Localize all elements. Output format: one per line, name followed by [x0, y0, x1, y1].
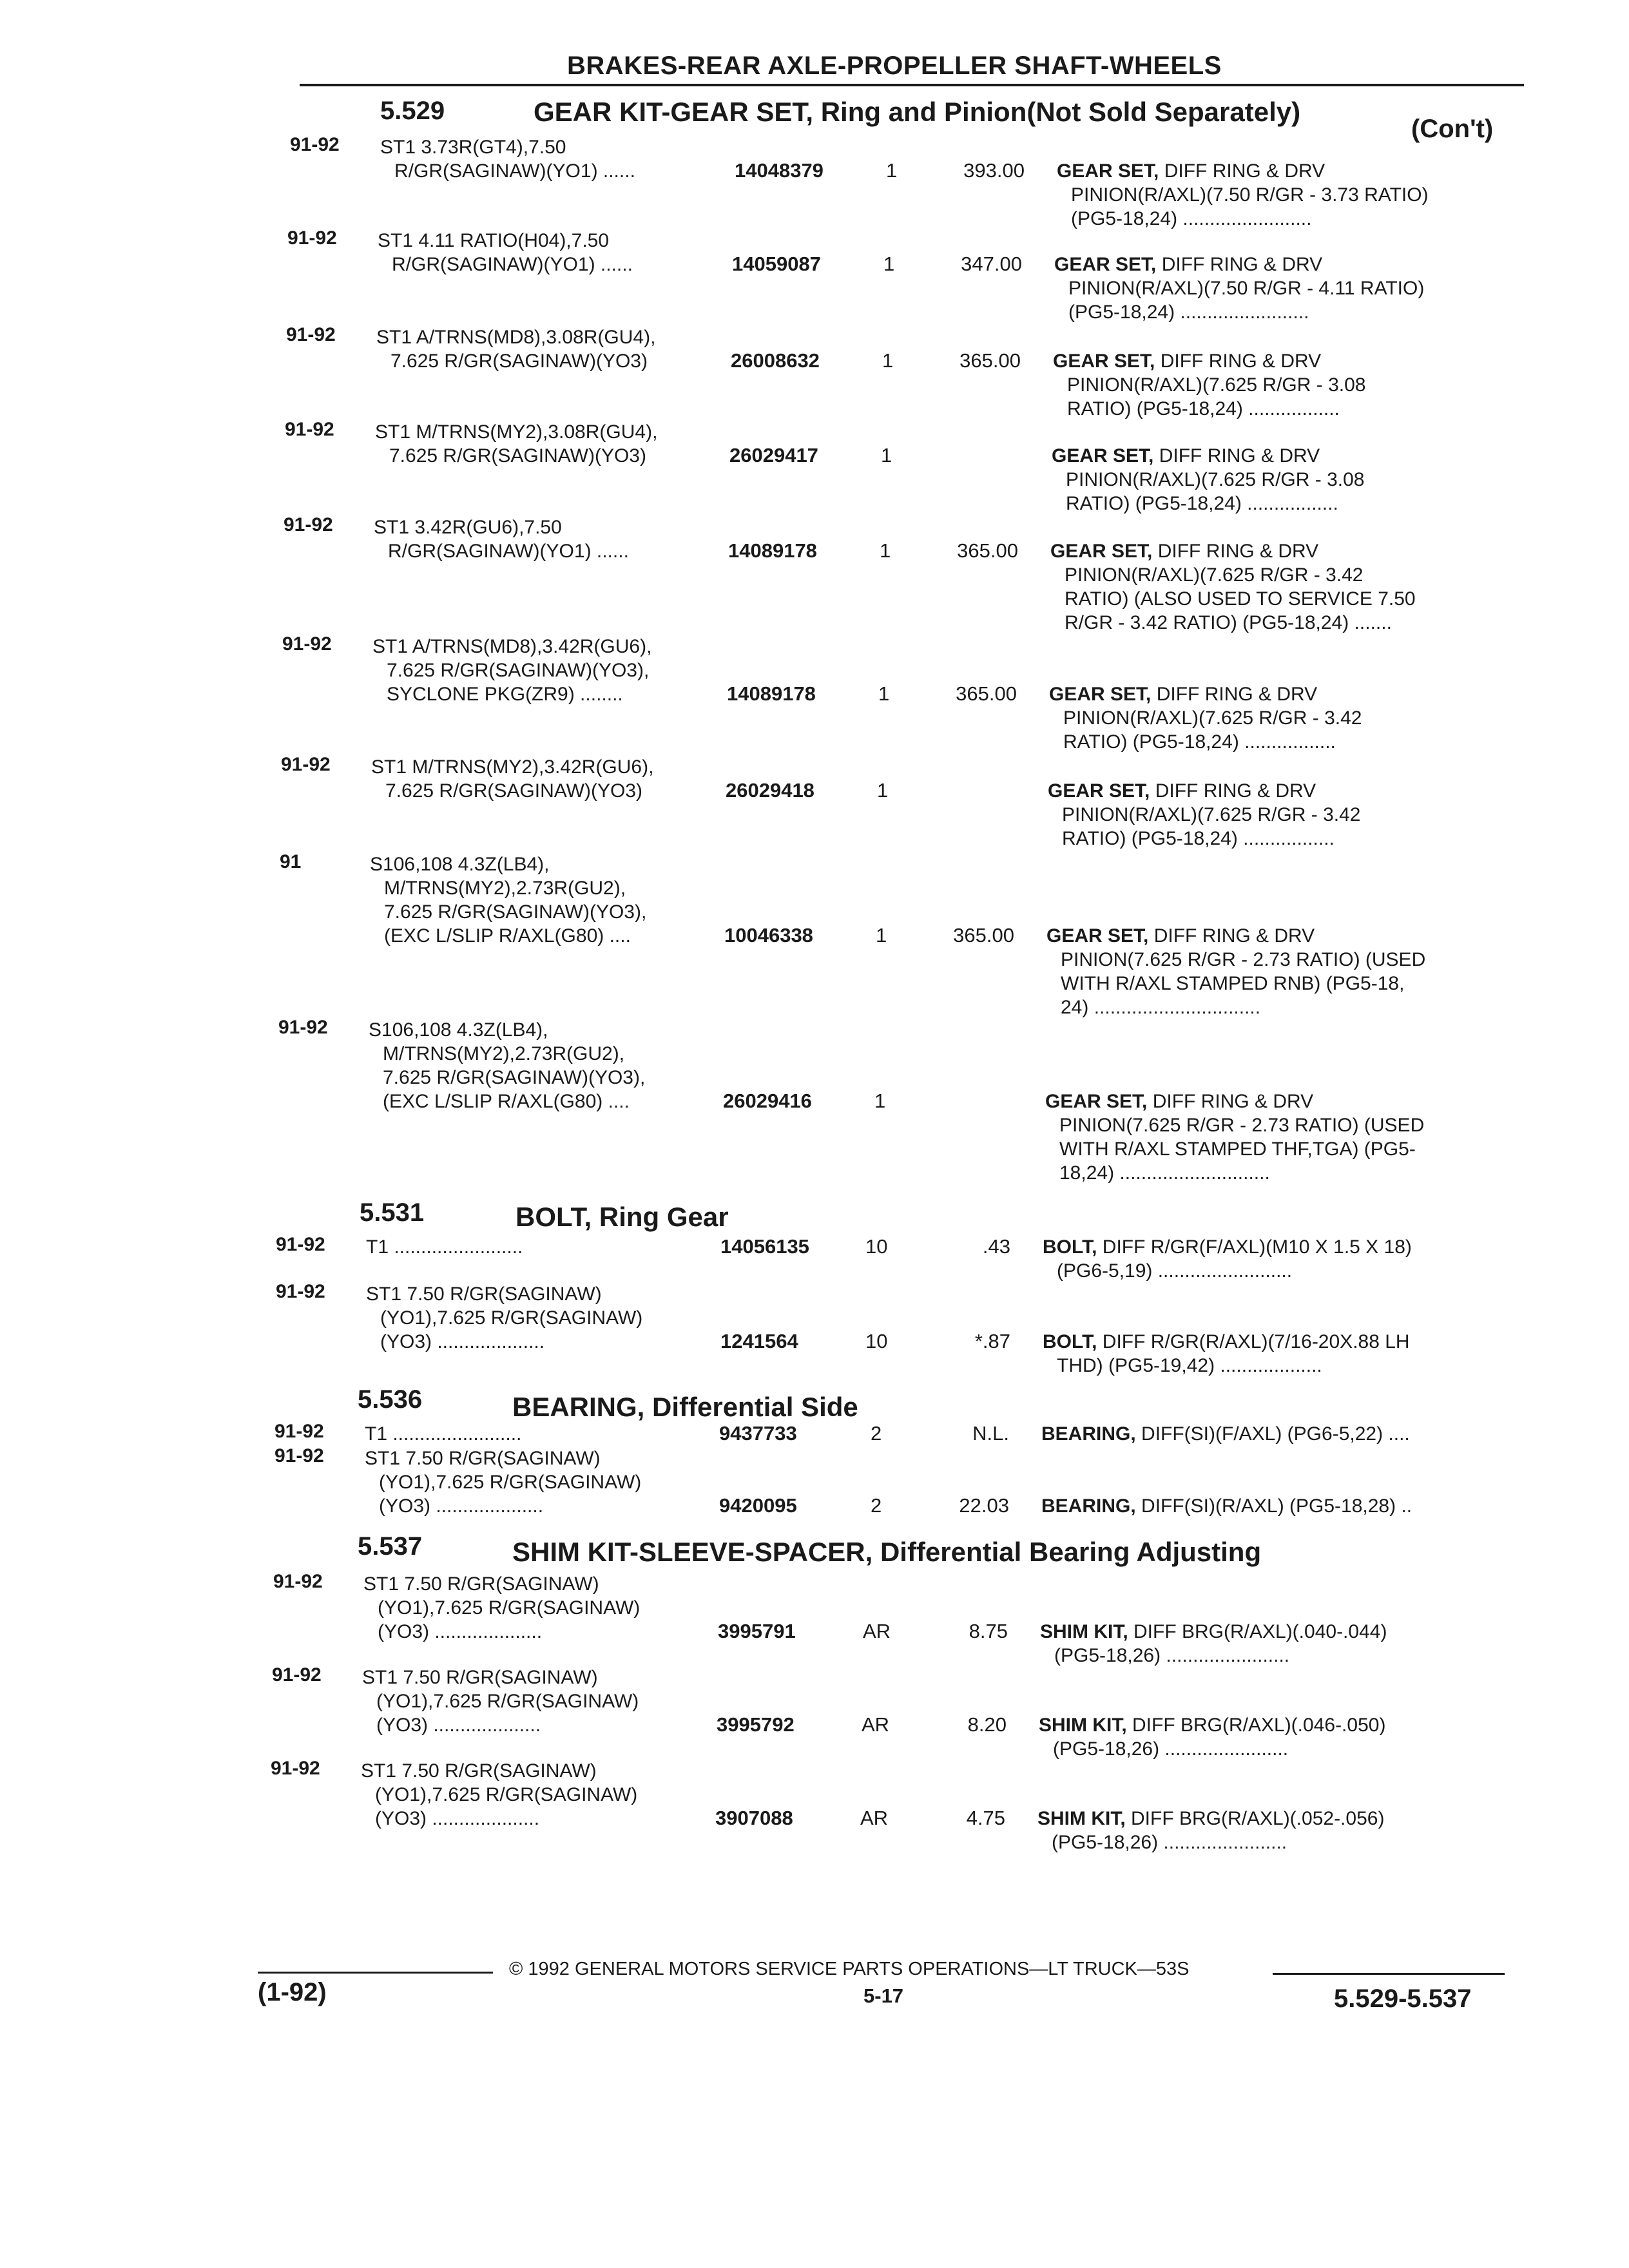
description-line: [1045, 1090, 1522, 1113]
quantity: 1: [874, 1090, 886, 1112]
description: [1040, 1620, 1517, 1667]
quantity: 1: [882, 349, 894, 372]
description-line: [1050, 539, 1527, 563]
description-line: PINION(R/AXL)(7.625 R/GR - 3.08: [1066, 469, 1365, 490]
description-line: 18,24) ............................: [1059, 1162, 1270, 1184]
description-line: [1049, 682, 1526, 706]
description-text: DIFF BRG(R/AXL)(.040-.044): [1128, 1621, 1387, 1642]
description-text: DIFF R/GR(F/AXL)(M10 X 1.5 X 18): [1097, 1236, 1412, 1258]
application-line: ST1 M/TRNS(MY2),3.42R(GU6),: [371, 756, 654, 778]
description-line: RATIO) (PG5-18,24) .................: [1063, 731, 1336, 753]
footer-rule-right: [1273, 1973, 1505, 1975]
part-number: 26008632: [731, 349, 820, 372]
description-head: GEAR SET,: [1057, 160, 1159, 182]
quantity: AR: [860, 1807, 889, 1829]
quantity: 1: [881, 444, 892, 466]
part-number: 14056135: [720, 1235, 809, 1258]
application-line: (YO1),7.625 R/GR(SAGINAW): [375, 1784, 638, 1805]
description-line: RATIO) (PG5-18,24) .................: [1067, 398, 1340, 419]
description-line: PINION(R/AXL)(7.625 R/GR - 3.42: [1065, 564, 1364, 586]
year-range: 91-92: [286, 324, 336, 345]
description-head: GEAR SET,: [1053, 351, 1155, 372]
year-range: 91-92: [282, 633, 332, 655]
application-line: T1 ........................: [366, 1236, 523, 1258]
description-line: RATIO) (ALSO USED TO SERVICE 7.50: [1065, 588, 1416, 610]
price: 4.75: [966, 1807, 1005, 1829]
application-line: (YO3) ....................: [379, 1495, 544, 1517]
part-number: 14059087: [732, 253, 821, 275]
description-head: BOLT,: [1043, 1331, 1097, 1352]
application-line: ST1 A/TRNS(MD8),3.08R(GU4),: [376, 327, 656, 348]
description-text: DIFF RING & DRV: [1152, 541, 1319, 562]
description: [1050, 539, 1527, 635]
quantity: 2: [871, 1422, 882, 1445]
part-number: 14048379: [735, 159, 824, 182]
quantity: 1: [886, 159, 898, 182]
application-line: ST1 7.50 R/GR(SAGINAW): [361, 1760, 597, 1782]
description-head: SHIM KIT,: [1040, 1621, 1128, 1642]
description-line: WITH R/AXL STAMPED RNB) (PG5-18,: [1061, 973, 1405, 994]
description-line: RATIO) (PG5-18,24) .................: [1066, 493, 1338, 514]
section-number: 5.537: [358, 1532, 423, 1561]
description-text: DIFF RING & DRV: [1148, 925, 1315, 947]
application-line: R/GR(SAGINAW)(YO1) ......: [394, 160, 635, 182]
description: [1057, 159, 1534, 231]
year-range: 91-92: [276, 1281, 325, 1302]
part-number: 9420095: [719, 1494, 797, 1517]
description-head: BOLT,: [1043, 1236, 1097, 1258]
section-title: BOLT, Ring Gear: [516, 1202, 729, 1232]
section-title: BEARING, Differential Side: [512, 1392, 858, 1422]
quantity: AR: [863, 1620, 891, 1642]
description-head: GEAR SET,: [1052, 445, 1154, 466]
application-line: (EXC L/SLIP R/AXL(G80) ....: [383, 1091, 630, 1112]
price: .43: [982, 1235, 1010, 1258]
description-line: [1053, 349, 1530, 373]
description-line: (PG5-18,24) ........................: [1071, 208, 1312, 229]
price: 347.00: [961, 253, 1022, 275]
description-line: THD) (PG5-19,42) ...................: [1057, 1355, 1322, 1376]
description-text: DIFF RING & DRV: [1155, 351, 1322, 372]
description: [1043, 1235, 1519, 1283]
description-line: (PG5-18,26) .......................: [1052, 1832, 1287, 1853]
description-line: (PG6-5,19) .........................: [1057, 1260, 1293, 1282]
description-text: DIFF BRG(R/AXL)(.052-.056): [1125, 1808, 1385, 1829]
part-number: 14089178: [728, 539, 817, 562]
description-line: (PG5-18,24) ........................: [1068, 302, 1309, 323]
description-line: [1043, 1235, 1519, 1259]
quantity: 10: [865, 1330, 888, 1352]
application-line: (EXC L/SLIP R/AXL(G80) ....: [384, 925, 631, 947]
description-text: DIFF(SI)(F/AXL) (PG6-5,22) ....: [1135, 1423, 1410, 1445]
description-text: DIFF R/GR(R/AXL)(7/16-20X.88 LH: [1097, 1331, 1410, 1352]
price: 365.00: [956, 682, 1017, 705]
year-range: 91-92: [272, 1664, 322, 1686]
part-number: 9437733: [719, 1422, 797, 1445]
header-rule: [300, 84, 1524, 86]
price: 365.00: [953, 924, 1014, 947]
description-head: BEARING,: [1041, 1495, 1136, 1517]
description-text: DIFF RING & DRV: [1151, 684, 1318, 705]
application-line: ST1 7.50 R/GR(SAGINAW): [362, 1667, 598, 1688]
description-head: BEARING,: [1041, 1423, 1136, 1445]
application-line: (YO3) ....................: [375, 1808, 540, 1829]
price: *.87: [974, 1330, 1010, 1352]
description-line: [1048, 779, 1525, 803]
description: [1045, 1090, 1522, 1185]
application-line: S106,108 4.3Z(LB4),: [369, 1019, 548, 1041]
description: [1043, 1330, 1519, 1378]
continued-label: (Con't): [1411, 115, 1494, 143]
application-line: (YO3) ....................: [376, 1715, 541, 1736]
part-number: 10046338: [724, 924, 813, 947]
description: [1053, 349, 1530, 421]
quantity: AR: [862, 1713, 890, 1736]
price: N.L.: [972, 1422, 1009, 1445]
part-number: 3995791: [718, 1620, 796, 1642]
application-line: ST1 3.42R(GU6),7.50: [374, 517, 562, 538]
application-line: R/GR(SAGINAW)(YO1) ......: [392, 254, 633, 275]
description-line: PINION(R/AXL)(7.625 R/GR - 3.42: [1063, 707, 1362, 729]
application-line: 7.625 R/GR(SAGINAW)(YO3): [385, 780, 642, 802]
description-line: [1046, 924, 1523, 948]
page-header-title: BRAKES-REAR AXLE-PROPELLER SHAFT-WHEELS: [567, 52, 1222, 80]
description-text: DIFF RING & DRV: [1147, 1091, 1314, 1112]
quantity: 10: [865, 1235, 888, 1258]
description-text: DIFF RING & DRV: [1159, 160, 1325, 182]
description: [1041, 1422, 1518, 1446]
quantity: 1: [878, 682, 890, 705]
price: 8.75: [969, 1620, 1008, 1642]
part-number: 14089178: [727, 682, 816, 705]
part-number: 26029416: [723, 1090, 812, 1112]
description-line: PINION(7.625 R/GR - 2.73 RATIO) (USED: [1059, 1115, 1425, 1136]
description-line: RATIO) (PG5-18,24) .................: [1062, 828, 1335, 849]
description: [1049, 682, 1526, 754]
year-range: 91-92: [285, 419, 334, 440]
section-title: GEAR KIT-GEAR SET, Ring and Pinion(Not Sold Separately): [534, 97, 1301, 127]
application-line: 7.625 R/GR(SAGINAW)(YO3): [389, 445, 646, 466]
description-head: GEAR SET,: [1045, 1091, 1148, 1112]
application-line: ST1 A/TRNS(MD8),3.42R(GU6),: [372, 636, 652, 657]
quantity: 1: [880, 539, 891, 562]
year-range: 91-92: [281, 754, 331, 775]
description-line: (PG5-18,26) .......................: [1053, 1738, 1289, 1760]
application-line: S106,108 4.3Z(LB4),: [370, 854, 550, 875]
description-line: PINION(R/AXL)(7.625 R/GR - 3.42: [1062, 804, 1361, 825]
description-head: SHIM KIT,: [1039, 1715, 1127, 1736]
year-range: 91: [280, 851, 302, 872]
quantity: 2: [871, 1494, 882, 1517]
application-line: M/TRNS(MY2),2.73R(GU2),: [383, 1043, 625, 1064]
application-line: ST1 M/TRNS(MY2),3.08R(GU4),: [375, 421, 658, 443]
application-line: (YO3) ....................: [380, 1331, 545, 1352]
description-text: DIFF RING & DRV: [1153, 445, 1320, 466]
description-line: [1040, 1620, 1517, 1644]
section-title: SHIM KIT-SLEEVE-SPACER, Differential Bearing Adjusting: [512, 1537, 1262, 1567]
footer-section-range: 5.529-5.537: [1334, 1984, 1472, 2013]
year-range: 91-92: [273, 1571, 323, 1592]
part-number: 1241564: [720, 1330, 798, 1352]
description: [1037, 1807, 1514, 1854]
description-line: PINION(7.625 R/GR - 2.73 RATIO) (USED: [1061, 949, 1426, 970]
price: 8.20: [967, 1713, 1007, 1736]
description: [1052, 444, 1528, 515]
description-line: [1057, 159, 1534, 183]
application-line: R/GR(SAGINAW)(YO1) ......: [388, 541, 629, 562]
year-range: 91-92: [275, 1445, 324, 1466]
application-line: (YO3) ....................: [378, 1621, 543, 1642]
application-line: 7.625 R/GR(SAGINAW)(YO3): [390, 351, 648, 372]
description-head: SHIM KIT,: [1037, 1808, 1126, 1829]
description: [1046, 924, 1523, 1019]
application-line: ST1 7.50 R/GR(SAGINAW): [366, 1283, 602, 1305]
part-number: 3907088: [715, 1807, 793, 1829]
application-line: T1 ........................: [365, 1423, 522, 1445]
description-text: DIFF RING & DRV: [1150, 780, 1316, 802]
description-line: [1041, 1422, 1518, 1446]
application-line: (YO1),7.625 R/GR(SAGINAW): [378, 1597, 641, 1619]
application-line: ST1 3.73R(GT4),7.50: [380, 137, 566, 158]
year-range: 91-92: [287, 227, 337, 249]
description-line: WITH R/AXL STAMPED THF,TGA) (PG5-: [1059, 1139, 1416, 1160]
quantity: 1: [877, 779, 889, 802]
quantity: 1: [876, 924, 887, 947]
year-range: 91-92: [290, 134, 340, 155]
description-line: [1041, 1494, 1518, 1518]
footer-date: (1-92): [258, 1978, 327, 2006]
description-line: 24) ...............................: [1061, 997, 1261, 1018]
year-range: 91-92: [284, 514, 333, 535]
description-text: DIFF RING & DRV: [1156, 254, 1323, 275]
application-line: M/TRNS(MY2),2.73R(GU2),: [384, 878, 626, 899]
application-line: ST1 7.50 R/GR(SAGINAW): [363, 1573, 599, 1595]
footer-copyright: © 1992 GENERAL MOTORS SERVICE PARTS OPERATIONS—LT TRUCK—53S: [509, 1959, 1190, 1979]
description-line: PINION(R/AXL)(7.625 R/GR - 3.08: [1067, 374, 1366, 396]
description-line: [1039, 1713, 1516, 1737]
description-head: GEAR SET,: [1048, 780, 1150, 802]
application-line: (YO1),7.625 R/GR(SAGINAW): [379, 1472, 642, 1493]
year-range: 91-92: [275, 1421, 324, 1442]
year-range: 91-92: [276, 1234, 325, 1255]
application-line: SYCLONE PKG(ZR9) ........: [387, 684, 623, 705]
description-line: [1054, 253, 1531, 276]
description-line: [1043, 1330, 1519, 1354]
description-head: GEAR SET,: [1046, 925, 1149, 947]
application-line: 7.625 R/GR(SAGINAW)(YO3),: [383, 1067, 646, 1088]
application-line: 7.625 R/GR(SAGINAW)(YO3),: [384, 901, 647, 923]
application-line: (YO1),7.625 R/GR(SAGINAW): [376, 1691, 639, 1712]
year-range: 91-92: [278, 1017, 328, 1038]
footer-rule-left: [258, 1972, 493, 1974]
description: [1048, 779, 1525, 850]
year-range: 91-92: [271, 1758, 320, 1779]
application-line: 7.625 R/GR(SAGINAW)(YO3),: [387, 660, 650, 681]
section-number: 5.531: [360, 1198, 425, 1227]
description-head: GEAR SET,: [1050, 541, 1153, 562]
footer-page-number: 5-17: [863, 1984, 904, 2007]
price: 393.00: [963, 159, 1025, 182]
description-line: PINION(R/AXL)(7.50 R/GR - 3.73 RATIO): [1071, 184, 1429, 206]
description-head: GEAR SET,: [1049, 684, 1152, 705]
description-text: DIFF(SI)(R/AXL) (PG5-18,28) ..: [1135, 1495, 1412, 1517]
price: 22.03: [959, 1494, 1009, 1517]
application-line: ST1 7.50 R/GR(SAGINAW): [365, 1448, 601, 1469]
application-line: ST1 4.11 RATIO(H04),7.50: [378, 230, 610, 251]
description-line: R/GR - 3.42 RATIO) (PG5-18,24) .......: [1065, 612, 1392, 633]
part-number: 3995792: [717, 1713, 795, 1736]
description: [1041, 1494, 1518, 1518]
description-line: [1052, 444, 1528, 468]
price: 365.00: [957, 539, 1018, 562]
description-line: [1037, 1807, 1514, 1831]
part-number: 26029418: [726, 779, 815, 802]
description-head: GEAR SET,: [1054, 254, 1157, 275]
description-line: PINION(R/AXL)(7.50 R/GR - 4.11 RATIO): [1068, 278, 1425, 299]
price: 365.00: [959, 349, 1021, 372]
description: [1039, 1713, 1516, 1761]
section-number: 5.536: [358, 1385, 423, 1414]
description: [1054, 253, 1531, 324]
quantity: 1: [883, 253, 895, 275]
section-number: 5.529: [380, 97, 445, 125]
part-number: 26029417: [729, 444, 818, 466]
application-line: (YO1),7.625 R/GR(SAGINAW): [380, 1307, 643, 1329]
description-line: (PG5-18,26) .......................: [1054, 1645, 1290, 1666]
description-text: DIFF BRG(R/AXL)(.046-.050): [1126, 1715, 1386, 1736]
